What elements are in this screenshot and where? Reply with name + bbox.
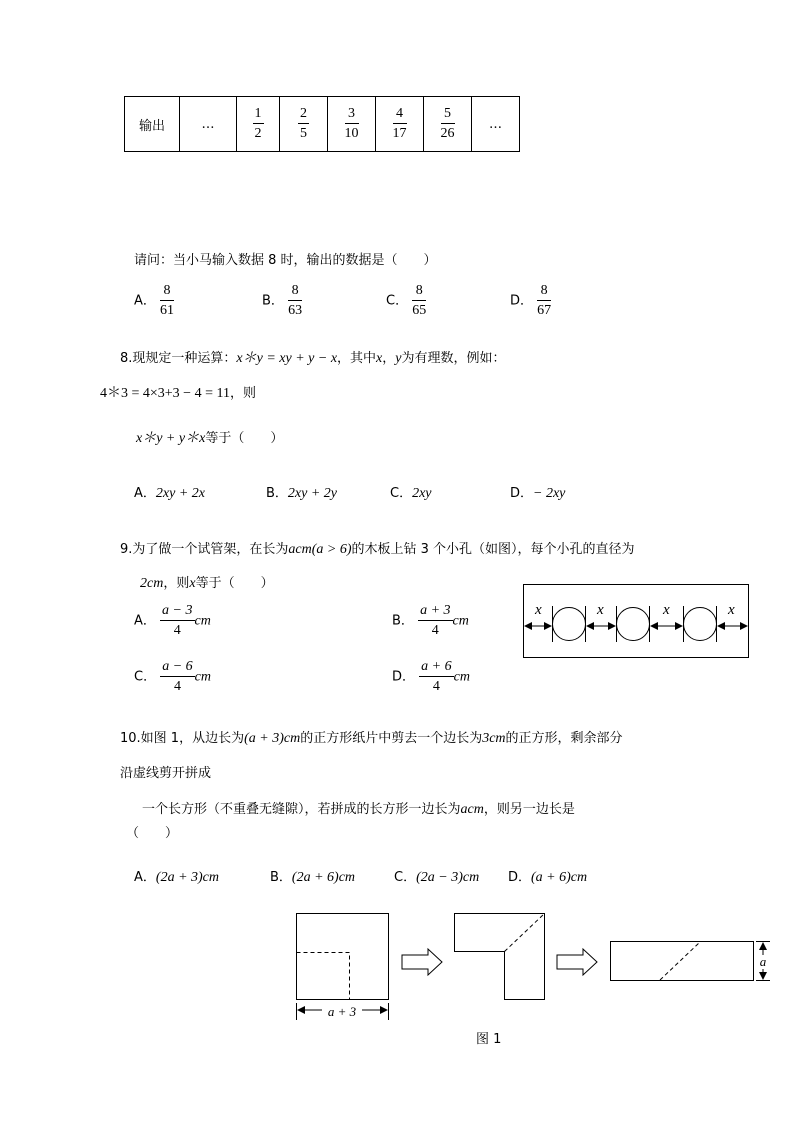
q9-option-a: [134, 604, 211, 638]
q10-line3-prefix: 一个长方形（不重叠无缝隙），若拼成的长方形一边长为: [142, 802, 461, 817]
io-cell-4: [376, 97, 424, 152]
option-unit: cm: [452, 613, 469, 629]
q8-var-x: x: [376, 351, 383, 366]
q10-option-b: [270, 866, 355, 886]
frac-num: 2: [298, 107, 309, 124]
q8-option-d: [510, 482, 565, 502]
side-dimension-label: a + 3: [327, 1004, 357, 1019]
option-value: (2a + 3)cm: [155, 870, 220, 885]
q8-expr-math: x＊y + y＊x: [136, 431, 206, 446]
gap-label-3: x: [663, 602, 670, 618]
q10-stem-line1: [120, 727, 623, 747]
figure-caption: 图 1: [476, 1032, 502, 1047]
q9-diameter: 2cm: [140, 576, 164, 591]
q10-option-d: [508, 866, 587, 886]
q10-option-c: [394, 866, 479, 886]
option-label: B．: [262, 293, 284, 309]
board-outline: [524, 585, 749, 658]
q8-option-b: [266, 482, 337, 502]
ellipsis-right: …: [489, 116, 502, 132]
option-label: D．: [392, 669, 416, 685]
frac-num: 8: [537, 284, 551, 301]
frac-den: 26: [440, 126, 455, 141]
height-label: a: [759, 954, 767, 969]
hole-2: [617, 608, 650, 641]
q9-board-figure: [523, 584, 749, 658]
option-unit: cm: [453, 669, 470, 685]
q7-option-c: [386, 284, 426, 318]
frac-num: a + 3: [418, 604, 452, 621]
q10-stem-line4: （ ）: [126, 826, 179, 841]
frac-num: 8: [412, 284, 426, 301]
q8-expr-suffix: 等于（ ）: [205, 431, 284, 446]
io-table-row: [125, 97, 520, 152]
q9-suffix: 的木板上钻 3 个小孔（如图），每个小孔的直径为: [351, 542, 635, 557]
option-label: A．: [134, 293, 156, 309]
frac-num: a − 3: [160, 604, 194, 621]
q8-definition: x＊y = xy + y − x: [236, 351, 338, 366]
option-label: D．: [510, 293, 534, 309]
q10-line3-math: acm: [460, 802, 484, 817]
option-value: (a + 6)cm: [531, 870, 588, 885]
q7-option-a: [134, 284, 174, 318]
l-shape-diagonal: [505, 914, 545, 952]
option-unit: cm: [194, 613, 211, 629]
frac-den: 63: [288, 303, 303, 318]
frac-num: a − 6: [160, 660, 194, 677]
q10-math1: (a + 3)cm: [244, 731, 301, 746]
option-label: C．: [134, 669, 157, 685]
option-value: 2xy + 2y: [287, 486, 338, 501]
gap-label-1: x: [535, 602, 542, 618]
q9-option-b: [392, 604, 469, 638]
io-table-header: 输出: [125, 97, 180, 152]
io-cell-6: [472, 97, 520, 152]
transform-arrow-2: [557, 949, 597, 975]
frac-num: 8: [288, 284, 302, 301]
frac-den: 61: [160, 303, 175, 318]
q10-figure: [290, 906, 776, 1026]
option-value: (2a + 6)cm: [291, 870, 356, 885]
option-label: A．: [134, 613, 156, 629]
io-cell-5: [424, 97, 472, 152]
q8-sep: ，: [382, 351, 396, 366]
option-label: A．: [134, 870, 156, 885]
frac-den: 4: [173, 679, 181, 694]
option-value: 2xy + 2x: [155, 486, 205, 501]
frac-den: 4: [173, 623, 181, 638]
q8-prefix: 8.现规定一种运算：: [120, 351, 237, 366]
frac-den: 10: [344, 126, 359, 141]
frac-den: 17: [392, 126, 407, 141]
gap-label-2: x: [597, 602, 604, 618]
frac-den: 5: [300, 126, 307, 141]
gap-label-4: x: [728, 602, 735, 618]
q10-math2: 3cm: [482, 731, 506, 746]
hole-1: [553, 608, 586, 641]
q9-prefix: 9.为了做一个试管架，在长为: [120, 542, 289, 557]
io-table: [124, 96, 520, 152]
q8-expr: [136, 427, 283, 447]
ellipsis-left: …: [201, 116, 215, 132]
hole-3: [684, 608, 717, 641]
rectangle-diagonal: [660, 942, 700, 980]
io-cell-3: [328, 97, 376, 152]
option-label: D．: [508, 870, 532, 885]
q9-stem-line2: [140, 572, 274, 592]
q9-math: acm(a > 6): [288, 542, 352, 557]
q9-option-c: [134, 660, 211, 694]
q10-line3-suffix: ，则另一边长是: [483, 802, 575, 817]
q7-option-b: [262, 284, 302, 318]
q8-mid: ，其中: [337, 351, 377, 366]
option-value: 2xy: [412, 486, 432, 501]
io-cell-2: [280, 97, 328, 152]
frac-den: 4: [432, 679, 440, 694]
option-value: (2a − 3)cm: [416, 870, 480, 885]
frac-num: 4: [393, 107, 407, 124]
frac-num: 8: [160, 284, 174, 301]
q8-var-y: y: [395, 351, 402, 366]
q9-suffix2: 等于（ ）: [195, 576, 274, 591]
option-label: B．: [270, 870, 292, 885]
big-square: [297, 914, 389, 1000]
q10-stem-line2: 沿虚线剪开拼成: [120, 766, 212, 781]
q9-option-d: [392, 660, 470, 694]
q10-prefix: 10.如图 1，从边长为: [120, 731, 245, 746]
q10-suffix: 的正方形，剩余部分: [505, 731, 623, 746]
q7-option-d: [510, 284, 551, 318]
q8-option-a: [134, 482, 205, 502]
frac-den: 4: [431, 623, 439, 638]
q10-option-a: [134, 866, 219, 886]
q10-stem-line3: [142, 798, 575, 818]
frac-den: 2: [254, 126, 262, 141]
q9-stem-line1: [120, 538, 635, 558]
frac-num: 3: [345, 107, 359, 124]
io-cell-0: [180, 97, 237, 152]
option-label: C．: [394, 870, 417, 885]
option-unit: cm: [194, 669, 211, 685]
transform-arrow-1: [402, 949, 442, 975]
cut-line: [297, 953, 350, 1000]
option-value: − 2xy: [533, 486, 566, 501]
frac-den: 65: [412, 303, 427, 318]
option-label: A．: [134, 486, 156, 501]
q10-mid: 的正方形纸片中剪去一个边长为: [300, 731, 483, 746]
frac-num: 5: [441, 107, 455, 124]
option-label: B．: [266, 486, 288, 501]
option-label: D．: [510, 486, 534, 501]
q9-var-x: x: [189, 576, 196, 591]
q8-suffix: 为有理数，例如：: [401, 351, 506, 366]
q8-example-suffix: ，则: [229, 386, 256, 401]
frac-num: 1: [253, 107, 264, 124]
q8-stem: [120, 347, 506, 367]
io-cell-1: [237, 97, 280, 152]
frac-den: 67: [537, 303, 552, 318]
option-label: C．: [386, 293, 409, 309]
q8-example: [100, 382, 256, 402]
option-label: B．: [392, 613, 414, 629]
q9-mid: ，则: [163, 576, 190, 591]
q8-option-c: [390, 482, 432, 502]
option-label: C．: [390, 486, 413, 501]
q7-question: 请问：当小马输入数据 8 时，输出的数据是（ ）: [134, 253, 437, 268]
frac-num: a + 6: [419, 660, 453, 677]
result-rectangle: [611, 942, 754, 981]
q8-example-math: 4＊3 = 4×3+3 − 4 = 11: [100, 386, 230, 401]
